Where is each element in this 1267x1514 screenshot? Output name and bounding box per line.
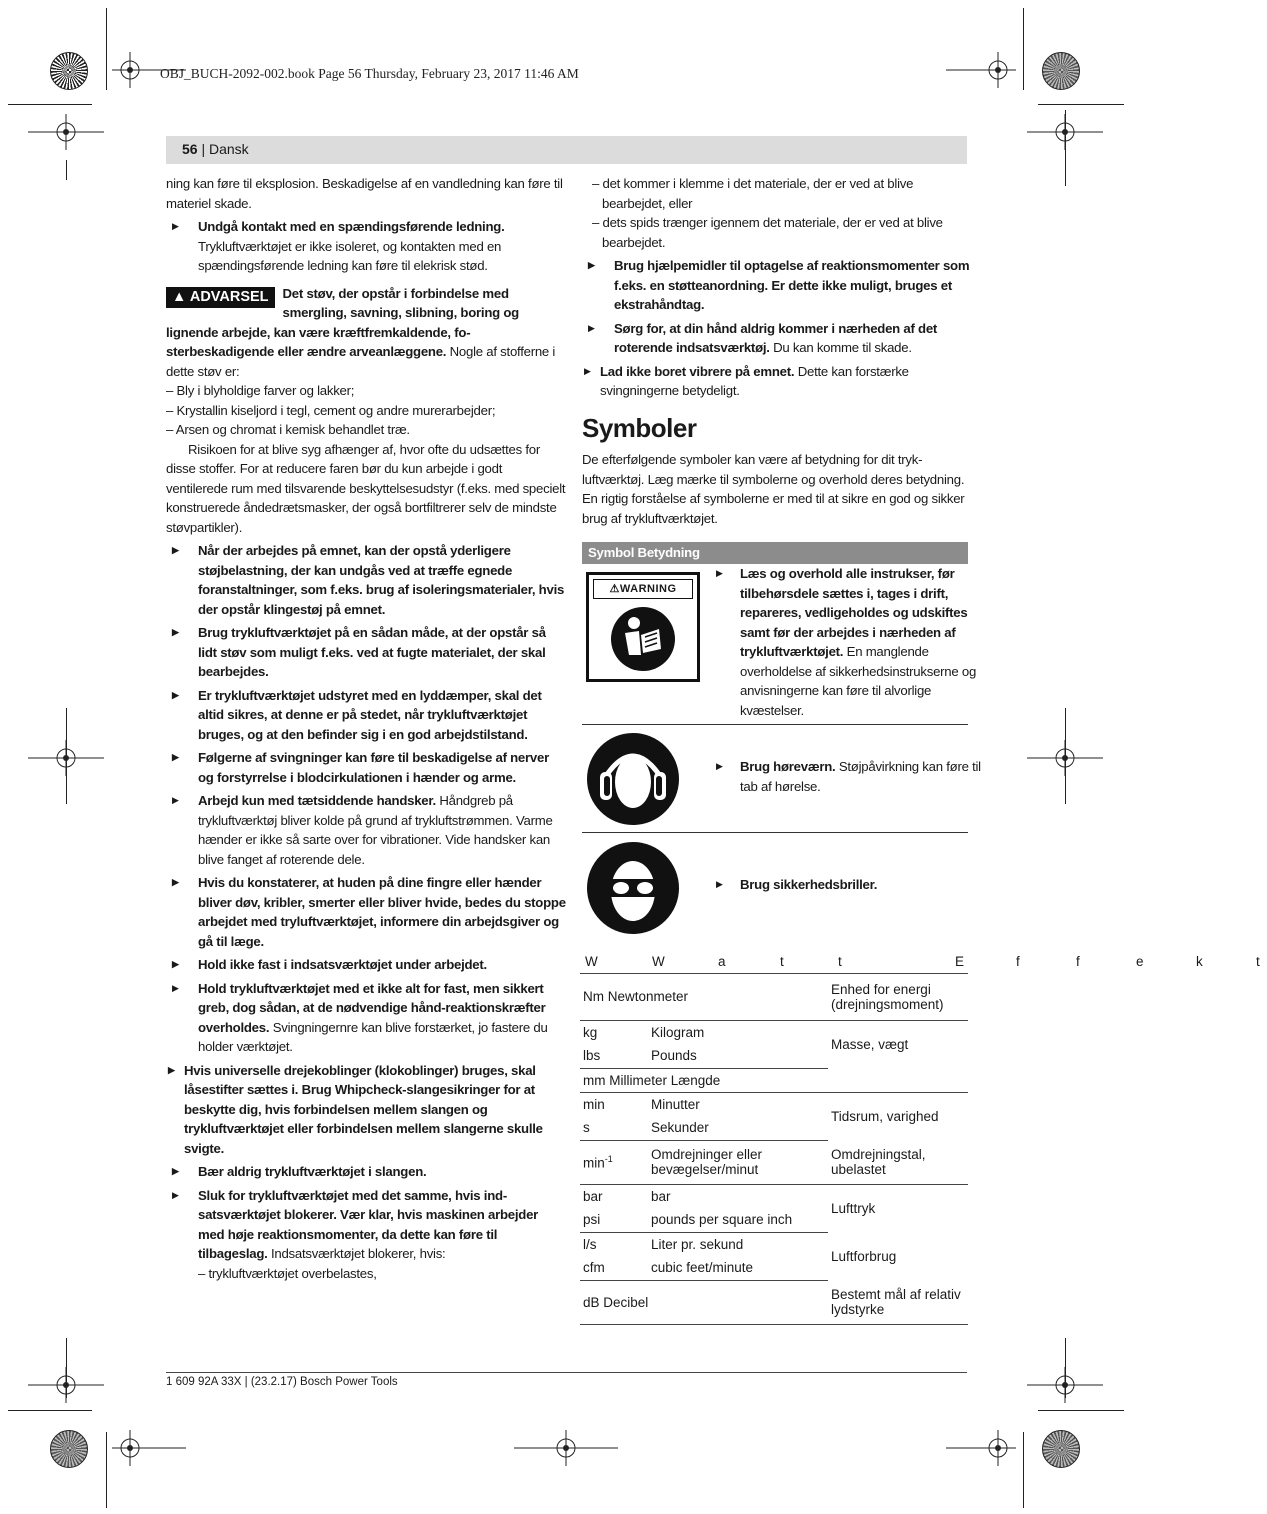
symbol-description: ▶ Brug høreværn. Støjpåvirkning kan føre til tab af hørelse. [710, 757, 990, 796]
right-column [582, 174, 981, 937]
symbol-row [582, 564, 977, 725]
print-slug: OBJ_BUCH-2092-002.book Page 56 Thursday, February 23, 2017 11:46 AM [160, 66, 579, 81]
safety-item: ▶ Lad ikke boret vibrere på emnet. Dette kan forstærke svingningerne betydeligt. [582, 362, 970, 401]
warning-label: ⚠WARNING [593, 579, 693, 599]
meaning-cell: Bestemt mål af relativ lydstyrke [828, 1280, 968, 1324]
unit-name-cell: Liter pr. sekund [651, 1236, 744, 1252]
safety-item: ▶ Følgerne af svingninger kan føre til beskadigelse af nerver og forstyrrelse i blodcirkulationen i hænder og arme. [166, 748, 566, 787]
safety-item: ▶ Hvis du konstaterer, at huden på dine fingre eller hænder bliver døv, kribler, smerter eller bliver hvide, bedes du stoppe arbejdet med tryluftværktøjet, informere din arbejdsgiver og gå til læge. [166, 873, 566, 951]
meaning-cell: Lufttryk [831, 1200, 876, 1216]
unit-cell: $\min^{-1}$ [580, 1140, 648, 1184]
safety-item: ▶ Når der arbejdes på emnet, kan der opstå yderligere støjbelastning, der kan undgås ved at træffe egnede foranstaltninger, som f.eks. brug af isoleringsmaterialer, hvis der opstår klingestøj på emnet. [166, 541, 566, 619]
safety-item: ▶ Sørg for, at din hånd aldrig kommer i nærheden af det roterende indsatsværktøj. Du kan komme til skade. [582, 319, 970, 358]
header-language: Dansk [209, 141, 249, 157]
header-letter: k [1196, 954, 1203, 969]
unit-name-cell: Sekunder [648, 1116, 828, 1140]
list-item: – Bly i blyholdige farver og lakker; [166, 383, 355, 398]
list-item: – Krystallin kiseljord i tegl, cement og andre murerarbejder; [166, 402, 496, 418]
unit-name-cell: pounds per square inch [648, 1208, 828, 1232]
unit-cell: cfm [580, 1256, 648, 1280]
unit-name-cell: bar [651, 1188, 671, 1204]
unit-cell: dB Decibel [580, 1280, 828, 1324]
list-item: – dets spids trænger igennem det materiale, der er ved at blive bearbejdet. [592, 215, 943, 250]
safety-item: ▶ Hold trykluftværktøjet med et ikke alt for fast, men sikkert greb, dog sådan, at de nødvendige hånd-reaktionskræfter overholdes. Svingningernre kan blive forstærket, jo fastere du holder værktøjet. [166, 979, 566, 1057]
safety-item: ▶ Er trykluftværktøjet udstyret med en lyddæmper, skal det altid sikres, at denne er på stedet, når trykluftværktøjet bruges, og at den befinder sig i en god arbejdstilstand. [166, 686, 566, 745]
left-column [166, 174, 566, 1283]
symbol-description: ▶ Læs og overhold alle instrukser, før tilbehørsdele sættes i, tages i drift, repareres, vedligeholdes og udskiftes samt før der arbejdes i nærheden af trykluftværktøjet. En manglende overholdelse af sikkerhedsinstrukserne og anvisningerne kan føre til alvorlige kvæstelser. [710, 564, 990, 720]
advarsel-block: ▲ ADVARSEL Det støv, der opstår i forbindelse med smergling, savning, slibning, boring og lignende arbejde, kan være kræftfremkaldende, fosterbeskadigende eller ændre arveanlæggene. Nogle af stofferne i dette støv er: [166, 285, 556, 379]
unit-cell: kg [583, 1024, 598, 1040]
safety-item: ▶ Undgå kontakt med en spændingsførende ledning. Trykluftværktøjet er ikke isoleret, og kontakten med en spændingsførende ledning kan føre til elekrisk stød. [166, 217, 566, 276]
unit-cell: min [583, 1096, 605, 1112]
safety-item: ▶ Bær aldrig trykluftværktøjet i slangen. [166, 1162, 566, 1182]
symbol-row [582, 725, 981, 833]
meaning-cell: Enhed for energi (drejningsmoment) [828, 974, 968, 1020]
header-letter: t [780, 954, 784, 969]
header-letter: W [585, 954, 598, 969]
unit-cell: psi [580, 1208, 648, 1232]
paragraph: Risikoen for at blive syg afhænger af, hvor ofte du udsættes for disse stoffer. For at reducere faren bør du kun arbejde i godt ventilerede rum med tilsvarende beskyttelsesudstyr (f.eks. med specielt konstruerede åndedrætsmasker, der også bortfiltrerer selv de mindste støvpartikler). [166, 441, 566, 535]
units-table [580, 974, 968, 1325]
safety-item: ▶ Brug hjælpemidler til optagelse af reaktionsmomenter som f.eks. en støtteanordning. Er dette ikke muligt, bruges et ekstrahåndtag. [582, 256, 970, 315]
header-letter: f [1076, 954, 1080, 969]
header-letter: E [955, 954, 965, 969]
safety-item: ▶ Hold ikke fast i indsatsværktøjet under arbejdet. [166, 955, 566, 975]
unit-cell: s [580, 1116, 648, 1140]
hearing-protection-icon [586, 732, 680, 826]
unit-cell: bar [583, 1188, 603, 1204]
safety-item: ▶ Brug trykluftværktøjet på en sådan måde, at der opstår så lidt støv som muligt f.eks. ved at fugte materialet, der skal bearbejdes. [166, 623, 566, 682]
advarsel-text: Det støv, der opstår i forbindelse med smergling, savning, slibning, boring og lignende arbejde, kan være kræftfremkaldende, fosterbeskadigende eller ændre arveanlæggene. [166, 285, 519, 359]
header-letter: a [718, 954, 726, 969]
list-item: – det kommer i klemme i det materiale, der er ved at blive bearbejdet, eller [592, 176, 914, 211]
meaning-cell: Luftforbrug [831, 1248, 897, 1264]
section-heading: Symboler [582, 412, 697, 443]
unit-name-cell: Kilogram [651, 1024, 705, 1040]
unit-name-cell: cubic feet/minute [648, 1256, 828, 1280]
safety-glasses-icon [586, 841, 680, 935]
meaning-cell: Masse, vægt [831, 1036, 909, 1052]
list-item: – Arsen og chromat i kemisk behandlet træ. [166, 422, 410, 437]
symbol-description: ▶ Brug sikkerhedsbriller. [710, 875, 990, 895]
header-letter: e [1136, 954, 1144, 969]
meaning-cell: Tidsrum, varighed [831, 1108, 939, 1124]
unit-cell: mm Millimeter Længde [580, 1068, 968, 1092]
header-letter: f [1016, 954, 1020, 969]
unit-cell: Nm Newtonmeter [580, 974, 828, 1020]
advarsel-badge: ▲ ADVARSEL [166, 287, 275, 309]
header-letter: W [652, 954, 665, 969]
symbol-table-header: Symbol Betydning [582, 542, 968, 564]
symbol-row [582, 833, 968, 937]
unit-name-cell: Minutter [651, 1096, 700, 1112]
unit-name-cell: Omdrejninger eller bevægelser/minut [648, 1140, 828, 1184]
page-footer: 1 609 92A 33X | (23.2.17) Bosch Power Tools [166, 1376, 398, 1388]
header-letter: t [838, 954, 842, 969]
unit-cell: l/s [583, 1236, 597, 1252]
meaning-cell: Omdrejningstal, ubelastet [828, 1140, 968, 1184]
page-header: 56 | Dansk [166, 136, 967, 164]
paragraph: De efterfølgende symboler kan være af betydning for dit trykluftværktøj. Læg mærke til symbolerne og overhold deres betydning. En rigtig forståelse af symbolerne er med til at sikre en god og sikker brug af trykluftværktøjet. [582, 452, 965, 526]
header-letter: t [1256, 954, 1260, 969]
page-number: 56 [182, 141, 198, 157]
paragraph: ning kan føre til eksplosion. Beskadigelse af en vandledning kan føre til materiel skade. [166, 176, 563, 211]
warning-read-manual-icon [586, 572, 700, 682]
unit-name-cell: Pounds [648, 1044, 828, 1068]
footer-rule [166, 1372, 967, 1373]
safety-item: ▶ Sluk for trykluftværktøjet med det samme, hvis indsatsværktøjet blokerer. Vær klar, hvis maskinen arbejder med høje reaktionsmomenter, da dette kan føre til tilbageslag. Indsatsværktøjet blokerer, hvis: – trykluftværktøjet overbelastes, [166, 1186, 566, 1284]
safety-item: ▶ Hvis universelle drejekoblinger (klokoblinger) bruges, skal låsestifter sættes i. Brug Whipcheck-slangesikringer for at beskytte dig, hvis forbindelsen mellem slangen og trykluftværktøjet eller forbindelsen mellem slangerne skulle svigte. [166, 1061, 566, 1159]
safety-item: ▶ Arbejd kun med tætsiddende handsker. Håndgreb på trykluftværktøj bliver kolde på grund af trykluftstrømmen. Varme hænder er ikke så sarte over for vibrationer. Vide handsker kan blive fanget af roterende dele. [166, 791, 566, 869]
unit-cell: lbs [580, 1044, 648, 1068]
